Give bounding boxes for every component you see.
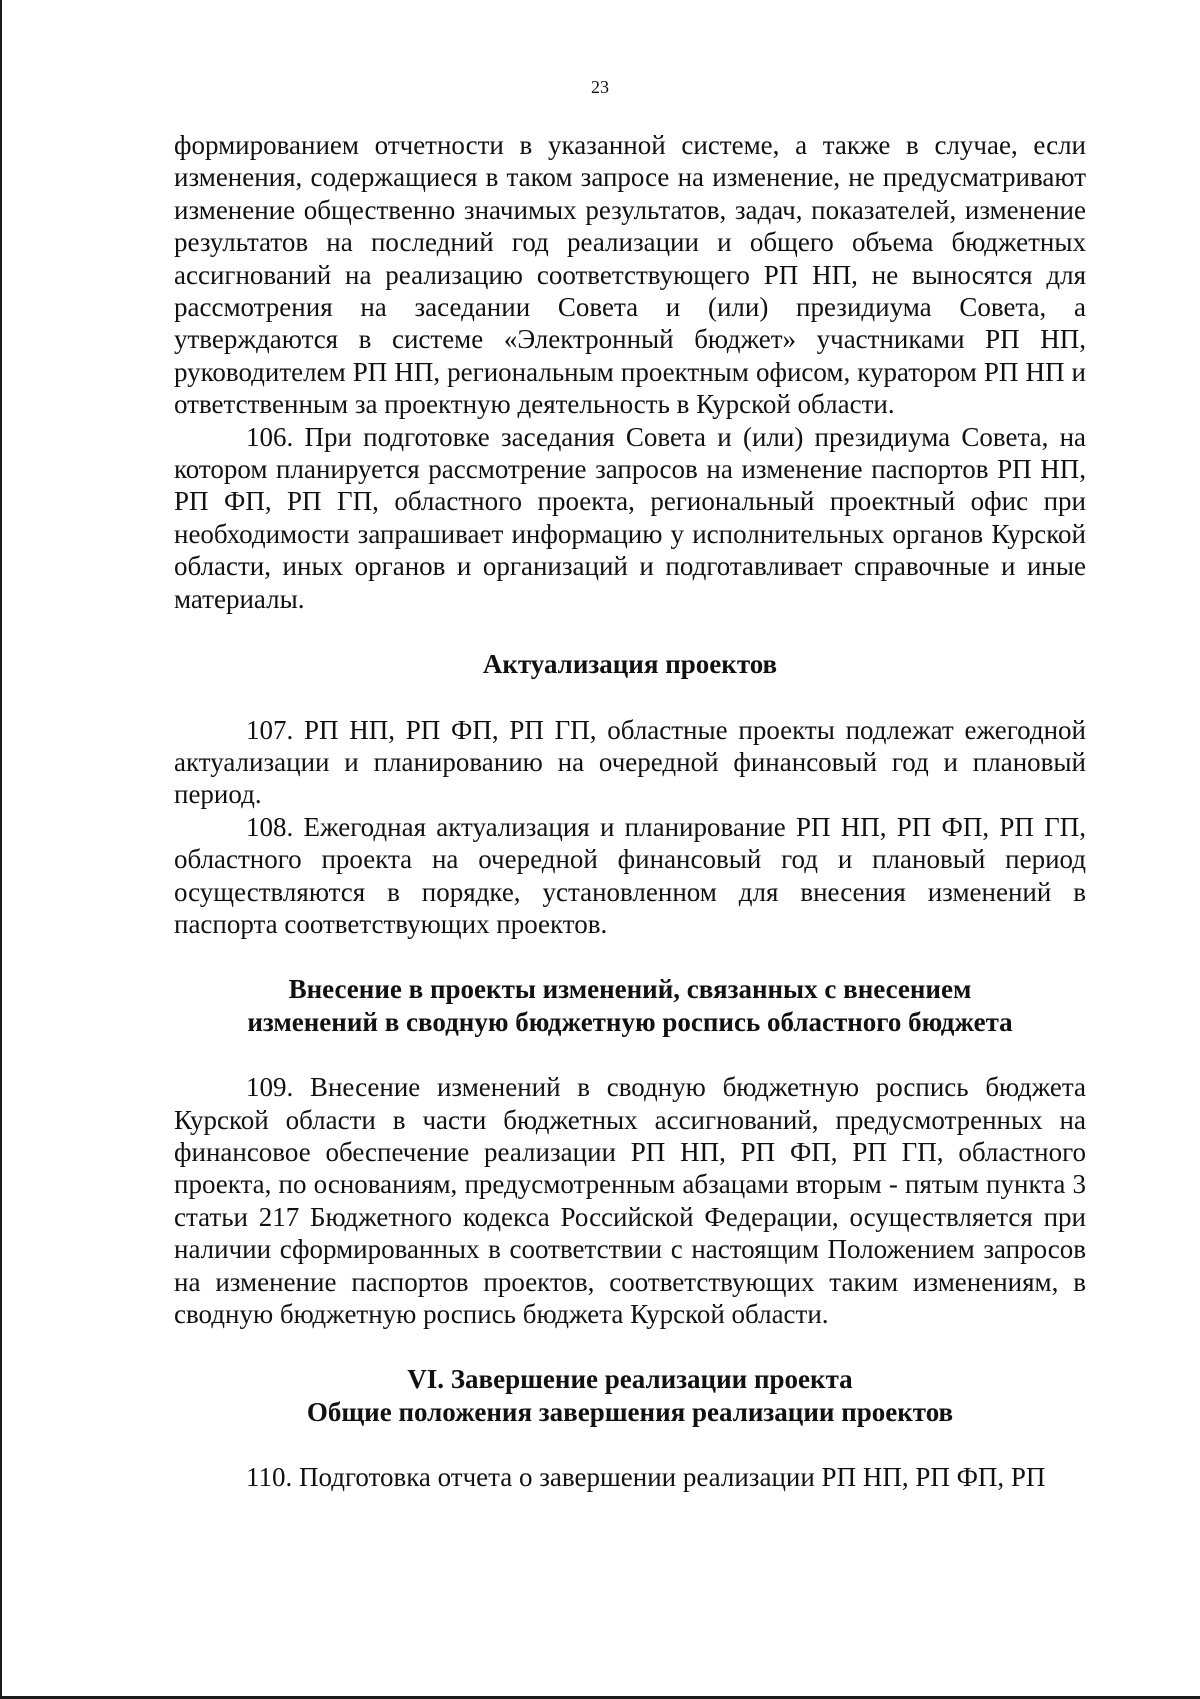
heading-section-6-line-2: Общие положения завершения реализации проектов [306,1396,954,1427]
heading-section-6 [174,1363,1086,1428]
heading-actualization: Актуализация проектов [482,649,778,680]
heading-changes [174,973,1086,1038]
scan-border-left [0,0,2,1699]
heading-section-6-line-1: VI. Завершение реализации проекта [407,1364,853,1395]
paragraph-110: 110. Подготовка отчета о завершении реализации РП НП, РП ФП, РП [246,1462,1046,1493]
heading-changes-line-1: Внесение в проекты изменений, связанных с внесением [288,974,972,1005]
paragraph-107: 107. РП НП, РП ФП, РП ГП, областные проекты подлежат ежегодной актуализации и планированию на очередной финансовый год и плановый период. [174,714,1086,810]
document-body [174,129,1086,1494]
paragraph-106: 106. При подготовке заседания Совета и (или) президиума Совета, на котором планируется рассмотрение запросов на изменение паспортов РП НП, РП ФП, РП ГП, областного проекта, региональный проектный офис при необходимости запрашивает информацию у исполнительных органов Курской области, иных органов и организаций и подготавливает справочные и иные материалы. [174,421,1086,614]
paragraph-109: 109. Внесение изменений в сводную бюджетную роспись бюджета Курской области в части бюджетных ассигнований, предусмотренных на финансовое обеспечение реализации РП НП, РП ФП, РП ГП, областного проекта, по основаниям, предусмотренным абзацами вторым - пятым пункта 3 статьи 217 Бюджетного кодекса Российской Федерации, осуществляется при наличии сформированных в соответствии с настоящим Положением запросов на изменение паспортов проектов, соответствующих таким изменениям, в сводную бюджетную роспись бюджета Курской области. [174,1072,1086,1329]
page-number: 23 [591,77,609,97]
heading-changes-line-2: изменений в сводную бюджетную роспись областного бюджета [247,1006,1013,1037]
paragraph-continuation: формированием отчетности в указанной системе, а также в случае, если изменения, содержащиеся в таком запросе на изменение, не предусматривают изменение общественно значимых результатов, задач, показателей, изменение результатов на последний год реализации и общего объема бюджетных ассигнований на реализацию соответствующего РП НП, не выносятся для рассмотрения на заседании Совета и (или) президиума Совета, а утверждаются в системе «Электронный бюджет» участниками РП НП, руководителем РП НП, региональным проектным офисом, куратором РП НП и ответственным за проектную деятельность в Курской области. [174,130,1086,420]
paragraph-108: 108. Ежегодная актуализация и планирование РП НП, РП ФП, РП ГП, областного проекта на очередной финансовый год и плановый период осуществляются в порядке, установленном для внесения изменений в паспорта соответствующих проектов. [174,811,1086,939]
